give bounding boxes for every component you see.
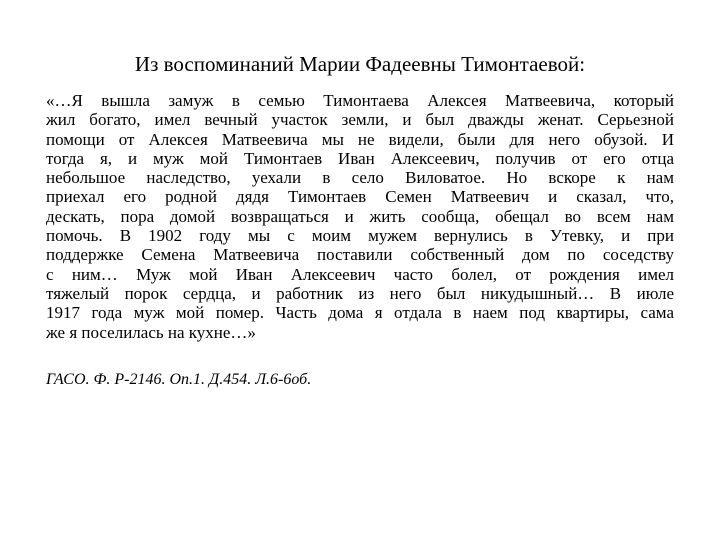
slide-title: Из воспоминаний Марии Фадеевны Тимонтаевой: <box>134 52 586 76</box>
quote-line: тогда я, и муж мой Тимонтаев Иван Алексеевич, получив от его отца <box>46 148 674 168</box>
quote-line: дескать, пора домой возвращаться и жить сообща, обещал во всем нам <box>46 206 674 226</box>
quote-line: жил богато, имел вечный участок земли, и был дважды женат. Серьезной <box>46 110 674 130</box>
quote-line: же я поселилась на кухне…» <box>46 322 256 342</box>
quote-line: помочь. В 1902 году мы с моим мужем вернулись в Утевку, и при <box>46 226 674 246</box>
quote-line: 1917 года муж мой помер. Часть дома я отдала в наем под квартиры, сама <box>46 303 674 323</box>
quote-line: приехал его родной дядя Тимонтаев Семен Матвеевич и сказал, что, <box>46 187 674 207</box>
quote-line: «…Я вышла замуж в семью Тимонтаева Алексея Матвеевича, который <box>46 91 674 110</box>
quote-line: небольшое наследство, уехали в село Виловатое. Но вскоре к нам <box>46 168 674 188</box>
quote-line: помощи от Алексея Матвеевича мы не видели, были для него обузой. И <box>46 129 674 149</box>
quote-line: тяжелый порок сердца, и работник из него был никудышный… В июле <box>46 283 674 303</box>
quote-line: с ним… Муж мой Иван Алексеевич часто болел, от рождения имел <box>46 264 674 284</box>
archive-source-citation: ГАСО. Ф. Р-2146. Оп.1. Д.454. Л.6-6об. <box>46 371 312 388</box>
quote-text <box>46 91 674 342</box>
quote-line: поддержке Семена Матвеевича поставили собственный дом по соседству <box>46 245 674 265</box>
